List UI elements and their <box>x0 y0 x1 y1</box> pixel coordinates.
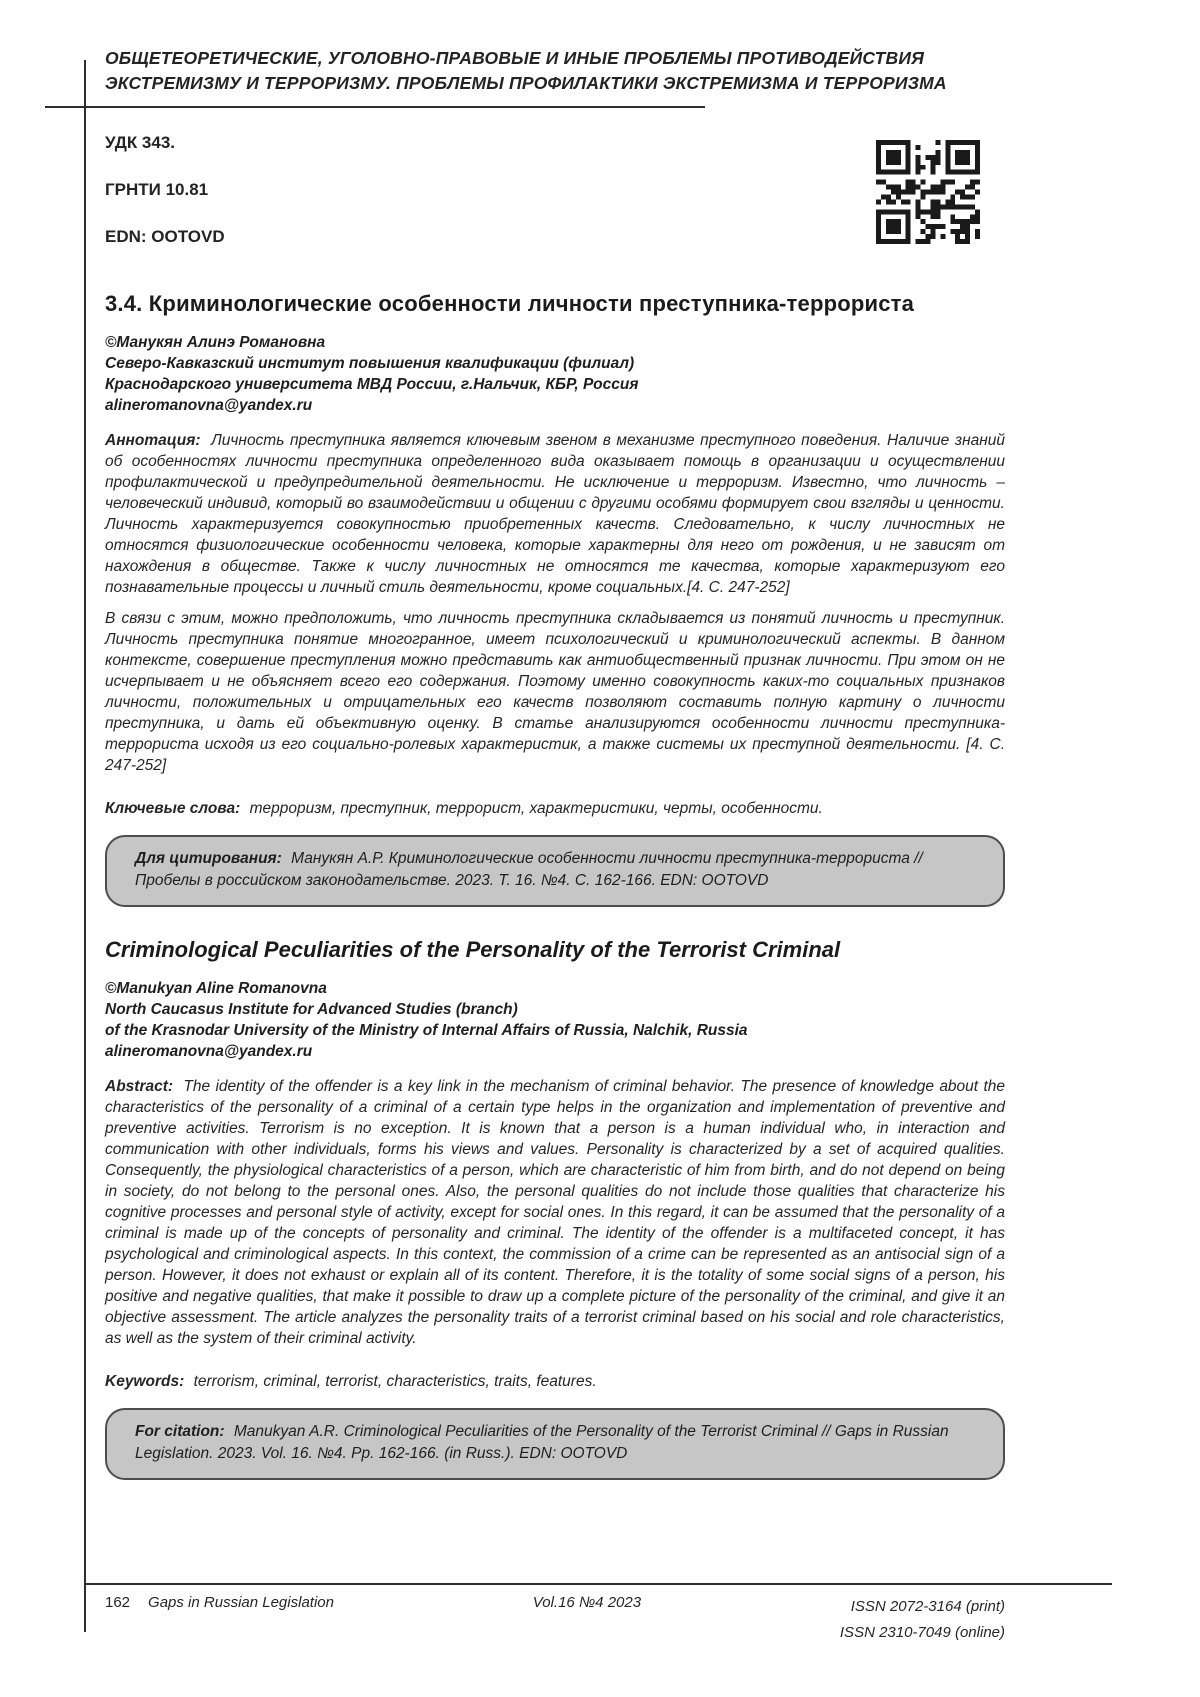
affiliation-ru-line2: Краснодарского университета МВД России, г.Нальчик, КБР, Россия <box>105 375 639 393</box>
keywords-en-label: Keywords: <box>105 1372 185 1390</box>
affiliation-ru-line1: Северо-Кавказский институт повышения квалификации (филиал) <box>105 354 635 372</box>
abstract-ru-label: Аннотация: <box>105 431 201 449</box>
grnti-code: ГРНТИ 10.81 <box>105 179 209 199</box>
citation-ru-label: Для цитирования: <box>135 849 282 867</box>
volume-info: Vol.16 №4 2023 <box>532 1594 642 1611</box>
article-title-en: Criminological Peculiarities of the Personality of the Terrorist Criminal <box>105 936 841 962</box>
issn-online: ISSN 2310-7049 (online) <box>839 1624 1005 1641</box>
page-number: 162 <box>105 1594 131 1611</box>
author-email-en: alineromanovna@yandex.ru <box>105 1042 313 1060</box>
author-email-ru: alineromanovna@yandex.ru <box>105 396 313 414</box>
abstract-ru-paragraph-2 <box>105 608 1005 776</box>
author-name-ru: ©Манукян Алинэ Романовна <box>105 333 326 351</box>
page-footer <box>105 1594 1005 1646</box>
edn-code: EDN: OOTOVD <box>105 226 225 246</box>
left-margin-rule <box>84 60 86 1632</box>
citation-en-label: For citation: <box>135 1422 225 1440</box>
citation-en-text: Manukyan A.R. Criminological Peculiarities of the Personality of the Terrorist Criminal // Gaps in Russian Legislation. 2023. Vol. 16. №4. Pp. 162-166. (in Russ.). EDN: OOTOVD <box>135 1422 949 1462</box>
citation-box-en <box>105 1408 1005 1480</box>
affiliation-en-line2: of the Krasnodar University of the Ministry of Internal Affairs of Russia, Nalchik, Russia <box>105 1021 748 1039</box>
abstract-ru-text-1: Личность преступника является ключевым звеном в механизме преступного поведения. Наличие знаний об особенностях личности преступника определенного вида оказывает помощь в организации и осуществлении профилактической и предупредительной деятельности. Не исключение и терроризм. Известно, что личность – человеческий индивид, который во взаимодействии и общении с другими особями формирует свои взгляды и ценности. Личность характеризуется совокупностью приобретенных качеств. Следовательно, к числу личностных не относятся физиологические особенности человека, которые характерны для него от рождения, и не зависят от нахождения в обществе. Также к числу личностных не относятся те качества, которые характеризуют его познавательные процессы и личный стиль деятельности, кроме социальных.[4. С. 247-252] <box>105 431 1005 596</box>
abstract-ru-paragraph-1 <box>105 430 1005 598</box>
abstract-en-paragraph <box>105 1076 1005 1349</box>
keywords-ru-line <box>105 798 1005 819</box>
affiliation-en-line1: North Caucasus Institute for Advanced Studies (branch) <box>105 1000 518 1018</box>
keywords-ru-text: терроризм, преступник, террорист, характеристики, черты, особенности. <box>249 799 823 817</box>
journal-name: Gaps in Russian Legislation <box>148 1594 334 1611</box>
citation-box-ru <box>105 835 1005 907</box>
citation-ru-text: Манукян А.Р. Криминологические особенности личности преступника-террориста // Пробелы в российском законодательстве. 2023. Т. 16. №4. С. 162-166. EDN: OOTOVD <box>135 849 923 889</box>
issn-print: ISSN 2072-3164 (print) <box>850 1598 1005 1615</box>
article-title-ru: 3.4. Криминологические особенности личности преступника-террориста <box>105 290 915 316</box>
abstract-ru-text-2: В связи с этим, можно предположить, что личность преступника складывается из понятий личность и преступник. Личность преступника понятие многогранное, имеет психологический и криминологический аспекты. В данном контексте, совершение преступления можно представить как антиобщественный признак личности. При этом он не исчерпывает и не объясняет всего его содержания. Поэтому именно совокупность каких-то социальных признаков личности, положительных и отрицательных его качеств позволяют составить полную картину о личности преступника, и дать ей объективную оценку. В статье анализируются особенности личности преступника-террориста исходя из его социально-ролевых характеристик, а также системы их преступной деятельности. [4. С. 247-252] <box>105 609 1005 774</box>
keywords-en-text: terrorism, criminal, terrorist, characteristics, traits, features. <box>193 1372 597 1390</box>
udk-code: УДК 343. <box>105 132 176 152</box>
author-block-en <box>105 978 1005 1062</box>
section-rubric: ОБЩЕТЕОРЕТИЧЕСКИЕ, УГОЛОВНО-ПРАВОВЫЕ И ИНЫЕ ПРОБЛЕМЫ ПРОТИВОДЕЙСТВИЯ ЭКСТРЕМИЗМУ И ТЕРРОРИЗМУ. ПРОБЛЕМЫ ПРОФИЛАКТИКИ ЭКСТРЕМИЗМА И ТЕРРОРИЗМА <box>105 48 947 94</box>
abstract-en-label: Abstract: <box>105 1077 174 1095</box>
author-block-ru <box>105 332 1005 416</box>
article-codes <box>105 133 1005 247</box>
article-content <box>105 0 1005 1480</box>
author-name-en: ©Manukyan Aline Romanovna <box>105 979 327 997</box>
keywords-ru-label: Ключевые слова: <box>105 799 241 817</box>
footer-divider <box>84 1583 1112 1585</box>
keywords-en-line <box>105 1371 1005 1392</box>
abstract-en-text: The identity of the offender is a key link in the mechanism of criminal behavior. The presence of knowledge about the characteristics of the personality of a criminal of a certain type helps in the organization and implementation of preventive and preventive activities. Terrorism is no exception. It is known that a person is a human individual who, in interaction and communication with other individuals, forms his views and values. Personality is characterized by a set of acquired qualities. Consequently, the physiological characteristics of a person, which are characteristic of him from birth, and do not depend on being in society, do not belong to the personal ones. Also, the personal qualities do not include those qualities that characterize his cognitive processes and personal style of activity, except for social ones. In this regard, it can be assumed that the personality of a criminal is made up of the concepts of personality and criminal. The identity of the offender is a multifaceted concept, it has psychological and criminological aspects. In this context, the commission of a crime can be represented as an antisocial sign of a person. However, it does not exhaust or explain all of its content. Therefore, it is the totality of some social signs of a person, his positive and negative qualities, that make it possible to draw up a complete picture of the personality of the criminal, and give it an objective assessment. The article analyzes the personality traits of a terrorist criminal based on his social and role characteristics, as well as the system of their criminal activity. <box>105 1077 1006 1347</box>
